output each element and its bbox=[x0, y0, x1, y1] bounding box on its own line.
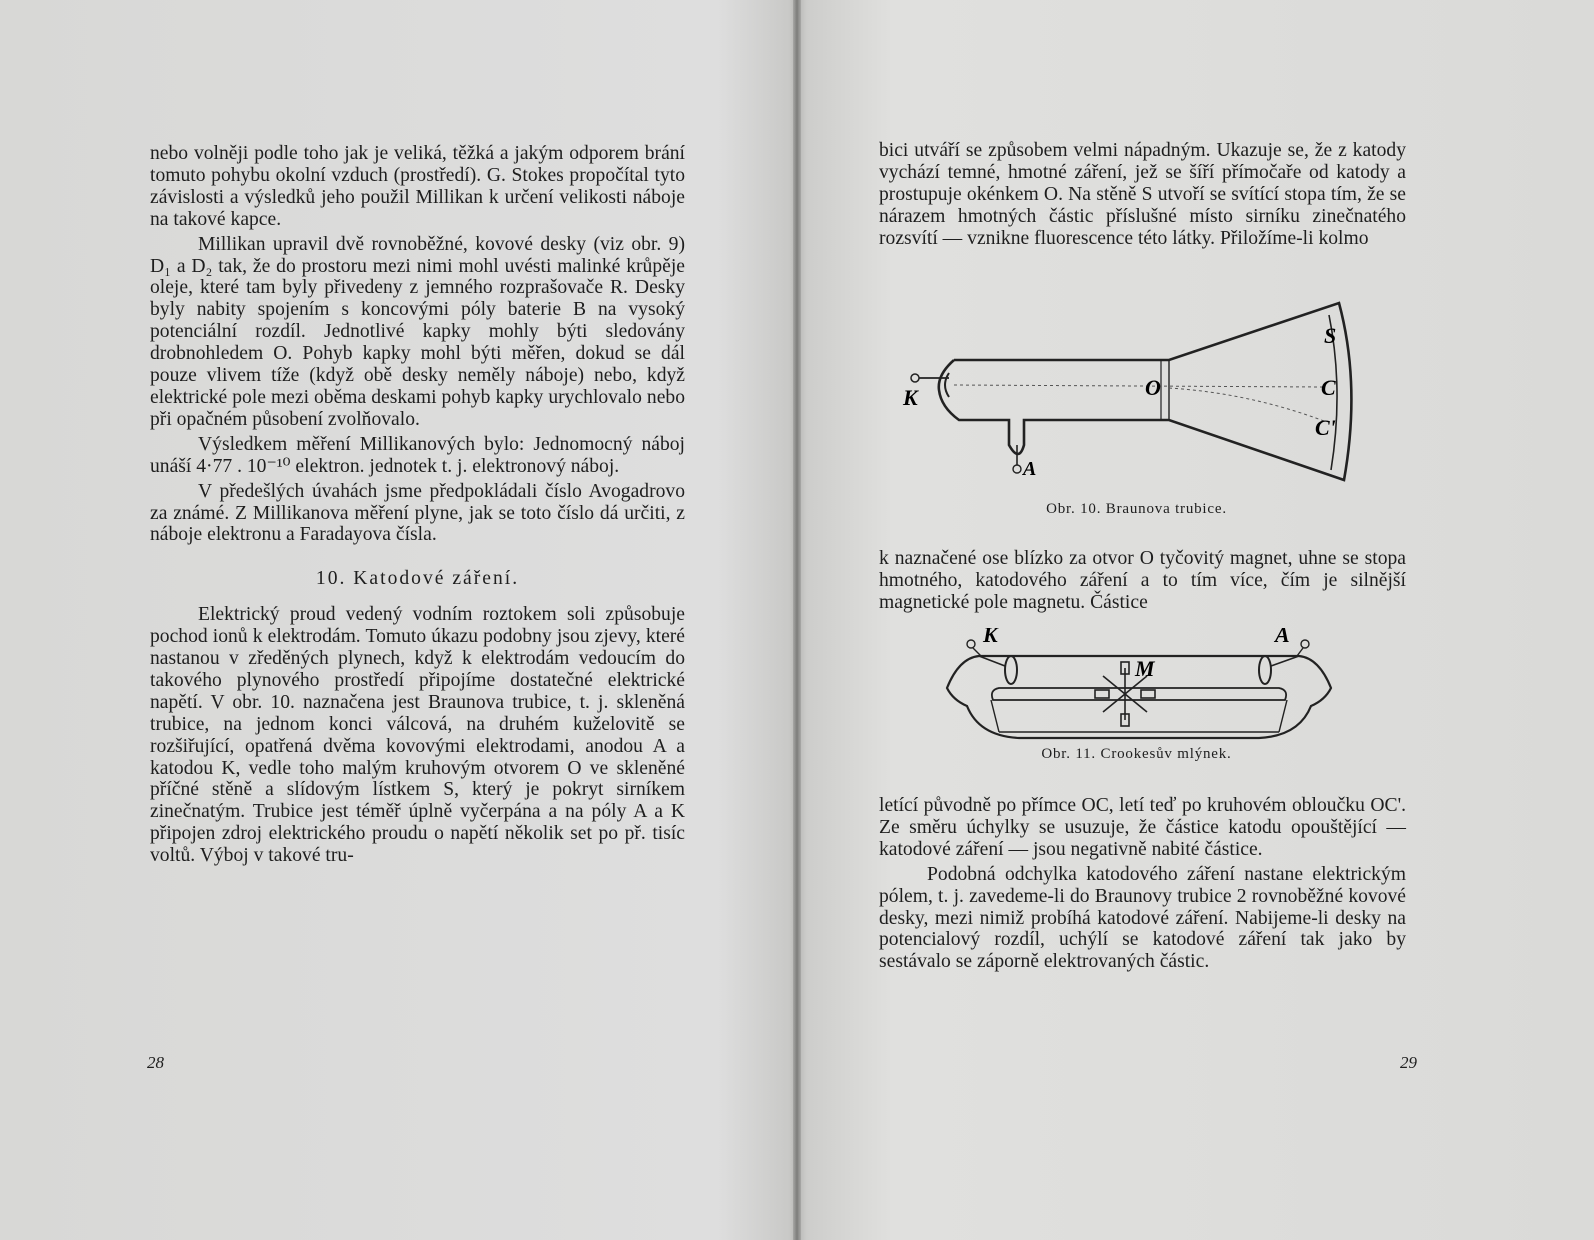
right-text-block-1 bbox=[879, 140, 1406, 250]
paragraph: Výsledkem měření Millikanových bylo: Jednomocný náboj unáší 4·77 . 10⁻¹⁰ elektron. jednotek t. j. elektronový náboj. bbox=[150, 433, 685, 477]
paragraph: V předešlých úvahách jsme předpokládali číslo Avogadrovo za známé. Z Millikanova měření plyne, jak se toto číslo dá určiti, z náboje elektronu a Faradayova čísla. bbox=[150, 480, 685, 546]
section-title: 10. Katodové záření. bbox=[315, 568, 520, 590]
right-text-block-3 bbox=[879, 795, 1406, 973]
page-number: 28 bbox=[147, 1053, 164, 1072]
paragraph: k naznačené ose blízko za otvor O tyčovitý magnet, uhne se stopa hmotného, katodového záření a to tím více, čím je silnější magnetické pole magnetu. Částice bbox=[879, 548, 1406, 613]
right-text-block-2 bbox=[879, 548, 1406, 614]
label-o: O bbox=[1145, 375, 1161, 400]
label-a: A bbox=[1275, 628, 1290, 647]
left-page bbox=[0, 0, 795, 1240]
paragraph: letící původně po přímce OC, letí teď po kruhovém obloučku OC'. Ze směru úchylky se usuzuje, že částice katodu opouštějící — katodové záření — jsou negativně nabité částice. bbox=[879, 795, 1406, 860]
label-k: K bbox=[983, 628, 998, 647]
label-a: A bbox=[1023, 458, 1037, 480]
label-s: S bbox=[1324, 323, 1337, 348]
label-k: K bbox=[903, 385, 918, 410]
paragraph: Millikan upravil dvě rovnoběžné, kovové desky (viz obr. 9) D₁ a D₂ tak, že do prostoru mezi nimi mohl uvésti malinké krůpěje oleje, které tam byly přivedeny z jemného rozprašovače R. Desky byly nabity spojením s koncovými póly baterie B na vysoký potenciální rozdíl. Jednotlivé kapky mohly býti sledovány drobnohledem O. Pohyb kapky mohl býti měřen, dokud se dál pouze vlivem tíže (když obě desky neměly náboje) nebo, když elektrické pole mezi oběma deskami pohyb kapky urychlovalo nebo při opačném působení zvolňovalo. bbox=[150, 233, 685, 430]
figure-crookes-mill bbox=[939, 628, 1339, 748]
right-page bbox=[799, 0, 1594, 1240]
paragraph: Elektrický proud vedený vodním roztokem soli způsobuje pochod ionů k elektrodám. Tomuto úkazu podobny jsou zjevy, které nastanou v zředěných plynech, když k elektrodám vedoucím do takového plynového prostředí připojíme dostatečné elektrické napětí. V obr. 10. naznačena jest Braunova trubice, t. j. skleněná trubice, na jednom konci válcová, na druhém kuželovitě se rozšiřující, opatřená dvěma kovovými elektrodami, anodou A a katodou K, vedle toho malým kruhovým otvorem O ve skleněné příčné stěně a slídovým lístkem S, který je pokryt sirníkem zinečnatým. Trubice jest téměř úplně vyčerpána a na póly A a K připojen zdroj elektrického proudu o napětí několik set po př. tisíc voltů. Výboj v takové tru- bbox=[150, 604, 685, 867]
braun-tube-drawing bbox=[899, 295, 1379, 495]
paragraph: bici utváří se způsobem velmi nápadným. Ukazuje se, že z katody vychází temné, hmotné záření, jež se šíří přímočaře od katody a prostupuje okénkem O. Na stěně S utvoří se svítící stopa tím, že se nárazem hmotných částic příslušné místo sirníku zinečnatého rozsvítí — vznikne fluorescence této látky. Přiložíme-li kolmo bbox=[879, 140, 1406, 249]
page-number: 29 bbox=[1400, 1053, 1417, 1072]
label-c-prime: C' bbox=[1315, 415, 1336, 440]
figure-10-caption: Obr. 10. Braunova trubice. bbox=[1046, 501, 1227, 517]
left-text-column bbox=[150, 143, 685, 867]
label-c: C bbox=[1321, 375, 1336, 400]
paragraph: Podobná odchylka katodového záření nastane elektrickým pólem, t. j. zavedeme-li do Braunovy trubice 2 rovnoběžné kovové desky, mezi nimiž probíhá katodové záření. Nabijeme-li desky na potencialový rozdíl, uchýlí se katodové záření tak jako by sestávalo se záporně elektrovaných částic. bbox=[879, 863, 1406, 973]
label-m: M bbox=[1135, 656, 1155, 681]
paragraph: nebo volněji podle toho jak je veliká, těžká a jakým odporem brání tomuto pohybu okolní vzduch (prostředí). G. Stokes propočítal tyto závislosti a výsledků jeho použil Millikan k určení velikosti náboje na takové kapce. bbox=[150, 143, 685, 230]
figure-11-caption: Obr. 11. Crookesův mlýnek. bbox=[1041, 746, 1232, 762]
crookes-mill-drawing bbox=[939, 628, 1339, 748]
figure-braun-tube bbox=[899, 295, 1379, 495]
